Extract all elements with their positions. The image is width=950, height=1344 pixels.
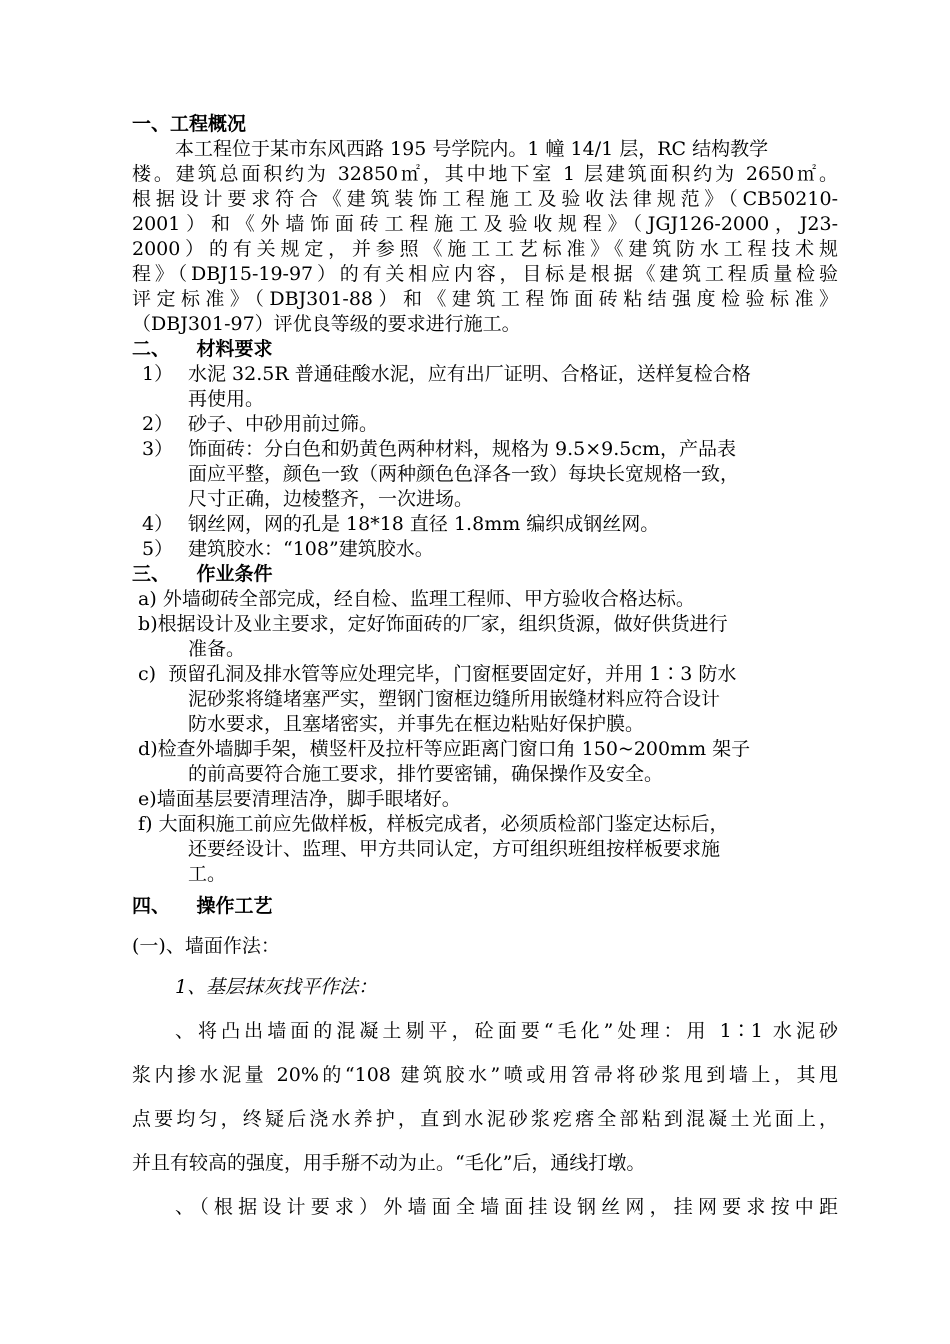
section-1-line: 2001）和《外墙饰面砖工程施工及验收规程》（JGJ126-2000，J23- [132, 213, 838, 235]
list-item-number: 1） [142, 363, 174, 385]
section-1-line: 根据设计要求符合《建筑装饰工程施工及验收法律规范》（CB50210- [132, 188, 838, 210]
condition-continuation: 防水要求，且塞堵密实，并事先在框边粘贴好保护膜。 [188, 713, 645, 735]
condition-continuation: 的前高要符合施工要求，排竹要密铺，确保操作及安全。 [188, 763, 664, 785]
paragraph-line: 浆内掺水泥量 20%的“108 建筑胶水”喷或用笤帚将砂浆甩到墙上，其甩 [132, 1064, 838, 1086]
list-item-text: 饰面砖：分白色和奶黄色两种材料，规格为 9.5×9.5cm，产品表 [188, 438, 737, 460]
list-item [132, 437, 838, 462]
list-item-number: 4） [142, 513, 174, 535]
condition-item: d)检查外墙脚手架，横竖杆及拉杆等应距离门窗口角 150~200mm 架子 [132, 738, 751, 760]
subsection-title: 1、基层抹灰找平作法： [175, 976, 378, 998]
list-item [132, 512, 838, 537]
condition-item: a) 外墙砌砖全部完成，经自检、监理工程师、甲方验收合格达标。 [132, 588, 695, 610]
list-item-number: 2） [142, 413, 174, 435]
section-1-line: 本工程位于某市东风西路 195 号学院内。1 幢 14/1 层，RC 结构教学 [175, 138, 769, 160]
list-item-text: 水泥 32.5R 普通硅酸水泥，应有出厂证明、合格证，送样复检合格 [188, 363, 751, 385]
section-1-line: 楼。建筑总面积约为 32850㎡，其中地下室 1 层建筑面积约为 2650㎡。 [132, 163, 838, 185]
section-1-line: 2000）的有关规定，并参照《施工工艺标准》《建筑防水工程技术规 [132, 238, 838, 260]
section-2-heading: 二、 材料要求 [132, 338, 273, 360]
paragraph-line: 点要均匀，终疑后浇水养护，直到水泥砂浆疙瘩全部粘到混凝土光面上， [132, 1108, 838, 1130]
section-3-heading: 三、 作业条件 [132, 563, 273, 585]
section-1-line: 程》（DBJ15-19-97）的有关相应内容，目标是根据《建筑工程质量检验 [132, 263, 838, 285]
condition-continuation: 工。 [188, 863, 227, 885]
section-1-line: （DBJ301-97）评优良等级的要求进行施工。 [132, 313, 521, 335]
condition-continuation: 还要经设计、监理、甲方共同认定，方可组织班组按样板要求施 [188, 838, 721, 860]
section-1-line: 评定标准》（DBJ301-88）和《建筑工程饰面砖粘结强度检验标准》 [132, 288, 838, 310]
condition-item: b)根据设计及业主要求，定好饰面砖的厂家，组织货源，做好供货进行 [132, 613, 728, 635]
list-item-text: 砂子、中砂用前过筛。 [188, 413, 379, 435]
document-body [132, 112, 838, 1229]
list-item-continuation: 再使用。 [188, 388, 265, 410]
paragraph-line: 、将凸出墙面的混凝土剔平，砼面要“毛化”处理：用 1∶1 水泥砂 [175, 1020, 838, 1042]
paragraph-line: 、（根据设计要求）外墙面全墙面挂设钢丝网，挂网要求按中距 [175, 1196, 838, 1218]
paragraph-line: 并且有较高的强度，用手掰不动为止。“毛化”后，通线打墩。 [132, 1152, 646, 1174]
condition-item: e)墙面基层要清理洁净，脚手眼堵好。 [132, 788, 461, 810]
section-4-heading: 四、 操作工艺 [132, 895, 273, 917]
condition-continuation: 泥砂浆将缝堵塞严实，塑钢门窗框边缝所用嵌缝材料应符合设计 [188, 688, 721, 710]
list-item-continuation: 尺寸正确，边棱整齐，一次进场。 [188, 488, 474, 510]
list-item [132, 537, 838, 562]
condition-item: c) 预留孔洞及排水管等应处理完毕，门窗框要固定好，并用 1∶3 防水 [132, 663, 737, 685]
condition-item: f) 大面积施工前应先做样板，样板完成者，必须质检部门鉴定达标后， [132, 813, 729, 835]
list-item-text: 钢丝网，网的孔是 18*18 直径 1.8mm 编织成钢丝网。 [188, 513, 660, 535]
list-item-number: 5） [142, 538, 174, 560]
list-item [132, 362, 838, 387]
list-item-number: 3） [142, 438, 174, 460]
section-1-heading: 一、工程概况 [132, 113, 247, 135]
subsection-heading: (一)、墙面作法： [132, 935, 280, 957]
list-item-continuation: 面应平整，颜色一致（两种颜色色泽各一致）每块长宽规格一致， [188, 463, 740, 485]
condition-continuation: 准备。 [188, 638, 246, 660]
list-item [132, 412, 838, 437]
list-item-text: 建筑胶水：“108”建筑胶水。 [188, 538, 434, 560]
